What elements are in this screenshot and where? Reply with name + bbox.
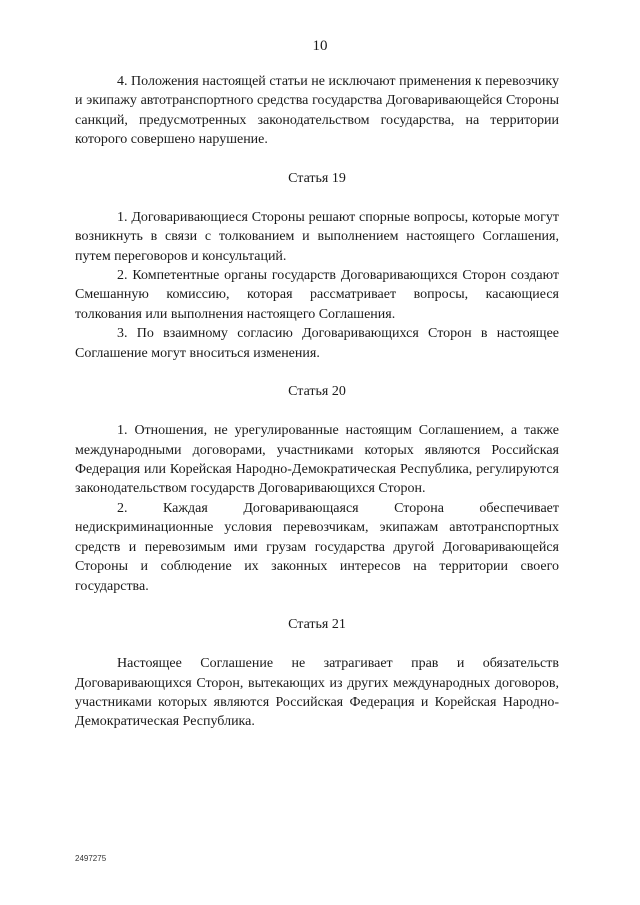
heading-article-19: Статья 19	[288, 171, 346, 187]
paragraph-article-20-item-2: 2. Каждая Договаривающаяся Сторона обеспечивает недискриминационные условия перевозчикам, экипажам автотранспортных средств и перевозимым ими грузам государства другой Договаривающейся Стороны и соблюдение их законных интересов на территории своего государства.	[75, 500, 559, 594]
page-number: 10	[312, 38, 328, 54]
paragraph-article-18-item-4: 4. Положения настоящей статьи не исключают применения к перевозчику и экипажу автотранспортного средства государства Договаривающейся Стороны санкций, предусмотренных законодательством государства, на территории которого совершено нарушение.	[75, 74, 559, 148]
footer-document-code: 2497275	[75, 854, 107, 863]
paragraph-article-19-item-1: 1. Договаривающиеся Стороны решают спорные вопросы, которые могут возникнуть в связи с толкованием и выполнением настоящего Соглашения, путем переговоров и консультаций.	[75, 209, 559, 264]
paragraph-article-19-item-3: 3. По взаимному согласию Договаривающихся Сторон в настоящее Соглашение могут вноситься изменения.	[75, 326, 559, 361]
heading-article-21: Статья 21	[288, 617, 346, 633]
heading-article-20: Статья 20	[288, 384, 346, 400]
paragraph-article-20-item-1: 1. Отношения, не урегулированные настоящим Соглашением, а также международными договорами, участниками которых являются Российская Федерация или Корейская Народно-Демократическая Республика, регулируются законодательством государств Договаривающихся Сторон.	[75, 423, 559, 497]
paragraph-article-21: Настоящее Соглашение не затрагивает прав и обязательств Договаривающихся Сторон, вытекающих из других международных договоров, участниками которых являются Российская Федерация и Корейская Народно-Демократическая Республика.	[75, 656, 559, 730]
document-body	[75, 72, 559, 732]
paragraph-article-19-item-2: 2. Компетентные органы государств Договаривающихся Сторон создают Смешанную комиссию, которая рассматривает вопросы, касающиеся толкования или выполнения настоящего Соглашения.	[75, 268, 559, 322]
